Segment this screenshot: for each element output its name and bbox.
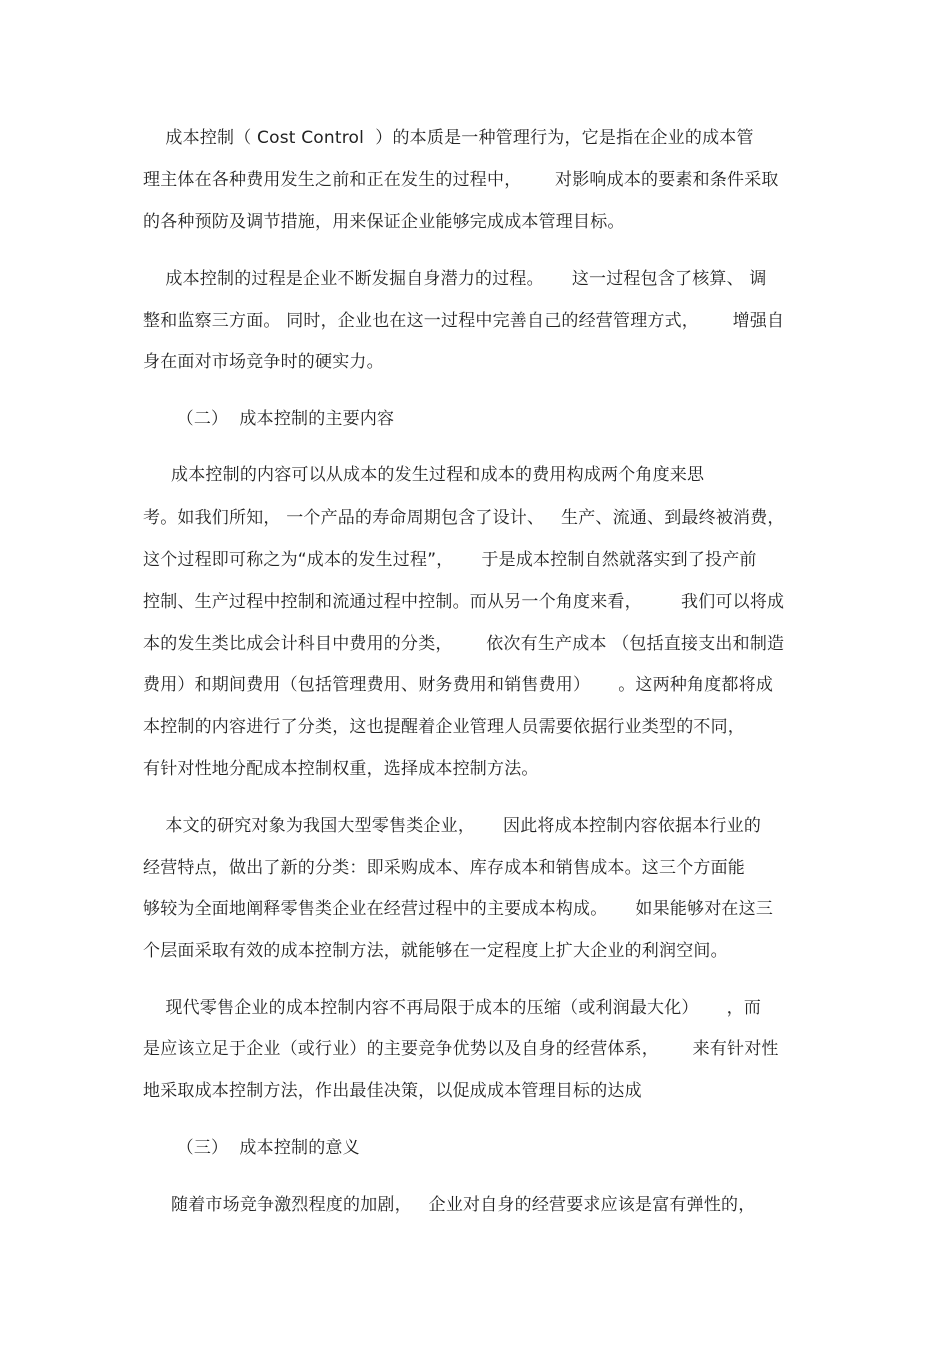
- paragraph-3-line-3: 这个过程即可称之为“成本的发生过程”， 于是成本控制自然就落实到了投产前: [143, 550, 757, 570]
- paragraph-3-line-8: 有针对性地分配成本控制权重，选择成本控制方法。: [143, 759, 539, 779]
- paragraph-2-line-2: 整和监察三方面。 同时，企业也在这一过程中完善自己的经营管理方式， 增强自: [143, 311, 785, 331]
- paragraph-5-line-1: 现代零售企业的成本控制内容不再局限于成本的压缩（或利润最大化） ，而: [143, 998, 762, 1018]
- paragraph-3-line-5: 本的发生类比成会计科目中费用的分类， 依次有生产成本 （包括直接支出和制造: [143, 634, 785, 654]
- paragraph-2-line-3: 身在面对市场竞争时的硬实力。: [143, 352, 384, 372]
- paragraph-3-line-4: 控制、生产过程中控制和流通过程中控制。而从另一个角度来看， 我们可以将成: [143, 592, 785, 612]
- paragraph-5-line-2: 是应该立足于企业（或行业）的主要竞争优势以及自身的经营体系， 来有针对性: [143, 1039, 779, 1059]
- paragraph-2-line-1: 成本控制的过程是企业不断发掘自身潜力的过程。 这一过程包含了核算、 调: [143, 269, 767, 289]
- paragraph-1-line-3: 的各种预防及调节措施，用来保证企业能够完成成本管理目标。: [143, 212, 625, 232]
- paragraph-4-line-3: 够较为全面地阐释零售类企业在经营过程中的主要成本构成。 如果能够对在这三: [143, 899, 774, 919]
- paragraph-4-line-1: 本文的研究对象为我国大型零售类企业， 因此将成本控制内容依据本行业的: [143, 816, 762, 836]
- paragraph-3-line-7: 本控制的内容进行了分类，这也提醒着企业管理人员需要依据行业类型的不同，: [143, 717, 745, 737]
- section-heading-2: （二） 成本控制的主要内容: [143, 409, 395, 429]
- paragraph-4-line-4: 个层面采取有效的成本控制方法，就能够在一定程度上扩大企业的利润空间。: [143, 941, 728, 961]
- paragraph-4-line-2: 经营特点，做出了新的分类：即采购成本、库存成本和销售成本。这三个方面能: [143, 858, 745, 878]
- paragraph-3-line-1: 成本控制的内容可以从成本的发生过程和成本的费用构成两个角度来思: [143, 465, 705, 485]
- paragraph-1-line-1: 成本控制（ Cost Control ）的本质是一种管理行为，它是指在企业的成本管: [143, 128, 754, 148]
- paragraph-1-line-2: 理主体在各种费用发生之前和正在发生的过程中， 对影响成本的要素和条件采取: [143, 170, 779, 190]
- paragraph-5-line-3: 地采取成本控制方法，作出最佳决策，以促成成本管理目标的达成: [143, 1081, 642, 1101]
- paragraph-3-line-6: 费用）和期间费用（包括管理费用、财务费用和销售费用） 。这两种角度都将成: [143, 675, 774, 695]
- paragraph-3-line-2: 考。如我们所知， 一个产品的寿命周期包含了设计、 生产、流通、到最终被消费，: [143, 508, 785, 528]
- paragraph-6-line-1: 随着市场竞争激烈程度的加剧， 企业对自身的经营要求应该是富有弹性的，: [143, 1195, 756, 1215]
- section-heading-3: （三） 成本控制的意义: [143, 1138, 360, 1158]
